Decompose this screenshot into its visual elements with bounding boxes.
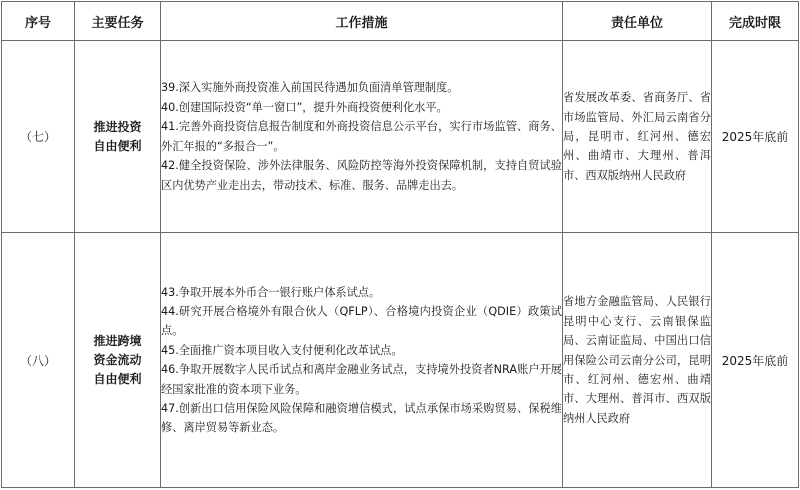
measure-item: 42.健全投资保险、涉外法律服务、风险防控等海外投资保障机制，支持自贸试验区内优势产业走出去，带动技术、标准、服务、品牌走出去。	[161, 159, 562, 192]
deadline-cell: 2025年底前	[712, 41, 799, 233]
task-table	[1, 1, 799, 488]
main-task-line: 自由便利	[93, 138, 142, 153]
main-task-cell	[75, 233, 161, 488]
header-work-measures: 工作措施	[161, 2, 563, 41]
header-deadline: 完成时限	[712, 2, 799, 41]
measure-item: 39.深入实施外商投资准入前国民待遇加负面清单管理制度。	[161, 81, 459, 95]
work-measures-cell	[161, 233, 563, 488]
measure-item: 47.创新出口信用保险风险保障和融资增信模式，试点承保市场采购贸易、保税维修、离岸贸易等新业态。	[161, 402, 562, 435]
main-task-line: 资金流动	[93, 352, 142, 367]
header-responsible-unit: 责任单位	[563, 2, 712, 41]
responsible-unit-cell: 省地方金融监管局、人民银行昆明中心支行、云南银保监局、云南证监局、中国出口信用保险公司云南分公司，昆明市、红河州、德宏州、曲靖市、大理州、普洱市、西双版纳州人民政府	[563, 233, 712, 488]
header-row	[2, 2, 799, 41]
table-row	[2, 233, 799, 488]
work-measures-cell	[161, 41, 563, 233]
header-main-task: 主要任务	[75, 2, 161, 41]
deadline-cell: 2025年底前	[712, 233, 799, 488]
measure-item: 44.研究开展合格境外有限合伙人（QFLP）、合格境内投资企业（QDIE）政策试点。	[161, 304, 562, 338]
serial-no-cell: （七）	[2, 41, 75, 233]
measure-item: 43.争取开展本外币合一银行账户体系试点。	[161, 285, 381, 299]
main-task-line: 推进跨境	[93, 333, 142, 348]
serial-no-cell: （八）	[2, 233, 75, 488]
main-task-line: 推进投资	[93, 119, 142, 134]
measure-item: 40.创建国际投资“单一窗口”，提升外商投资便利化水平。	[161, 100, 448, 114]
measure-item: 41.完善外商投资信息报告制度和外商投资信息公示平台，实行市场监管、商务、外汇年报的“多报合一”。	[161, 120, 562, 153]
measure-item: 45.全面推广资本项目收入支付便利化改革试点。	[161, 343, 403, 357]
header-serial-no: 序号	[2, 2, 75, 41]
responsible-unit-cell: 省发展改革委、省商务厅、省市场监管局、外汇局云南省分局，昆明市、红河州、德宏州、曲靖市、大理州、普洱市、西双版纳州人民政府	[563, 41, 712, 233]
table-row	[2, 41, 799, 233]
measure-item: 46.争取开展数字人民币试点和离岸金融业务试点，支持境外投资者NRA账户开展经国家批准的资本项下业务。	[161, 363, 562, 396]
main-task-line: 自由便利	[93, 371, 142, 386]
main-task-cell	[75, 41, 161, 233]
